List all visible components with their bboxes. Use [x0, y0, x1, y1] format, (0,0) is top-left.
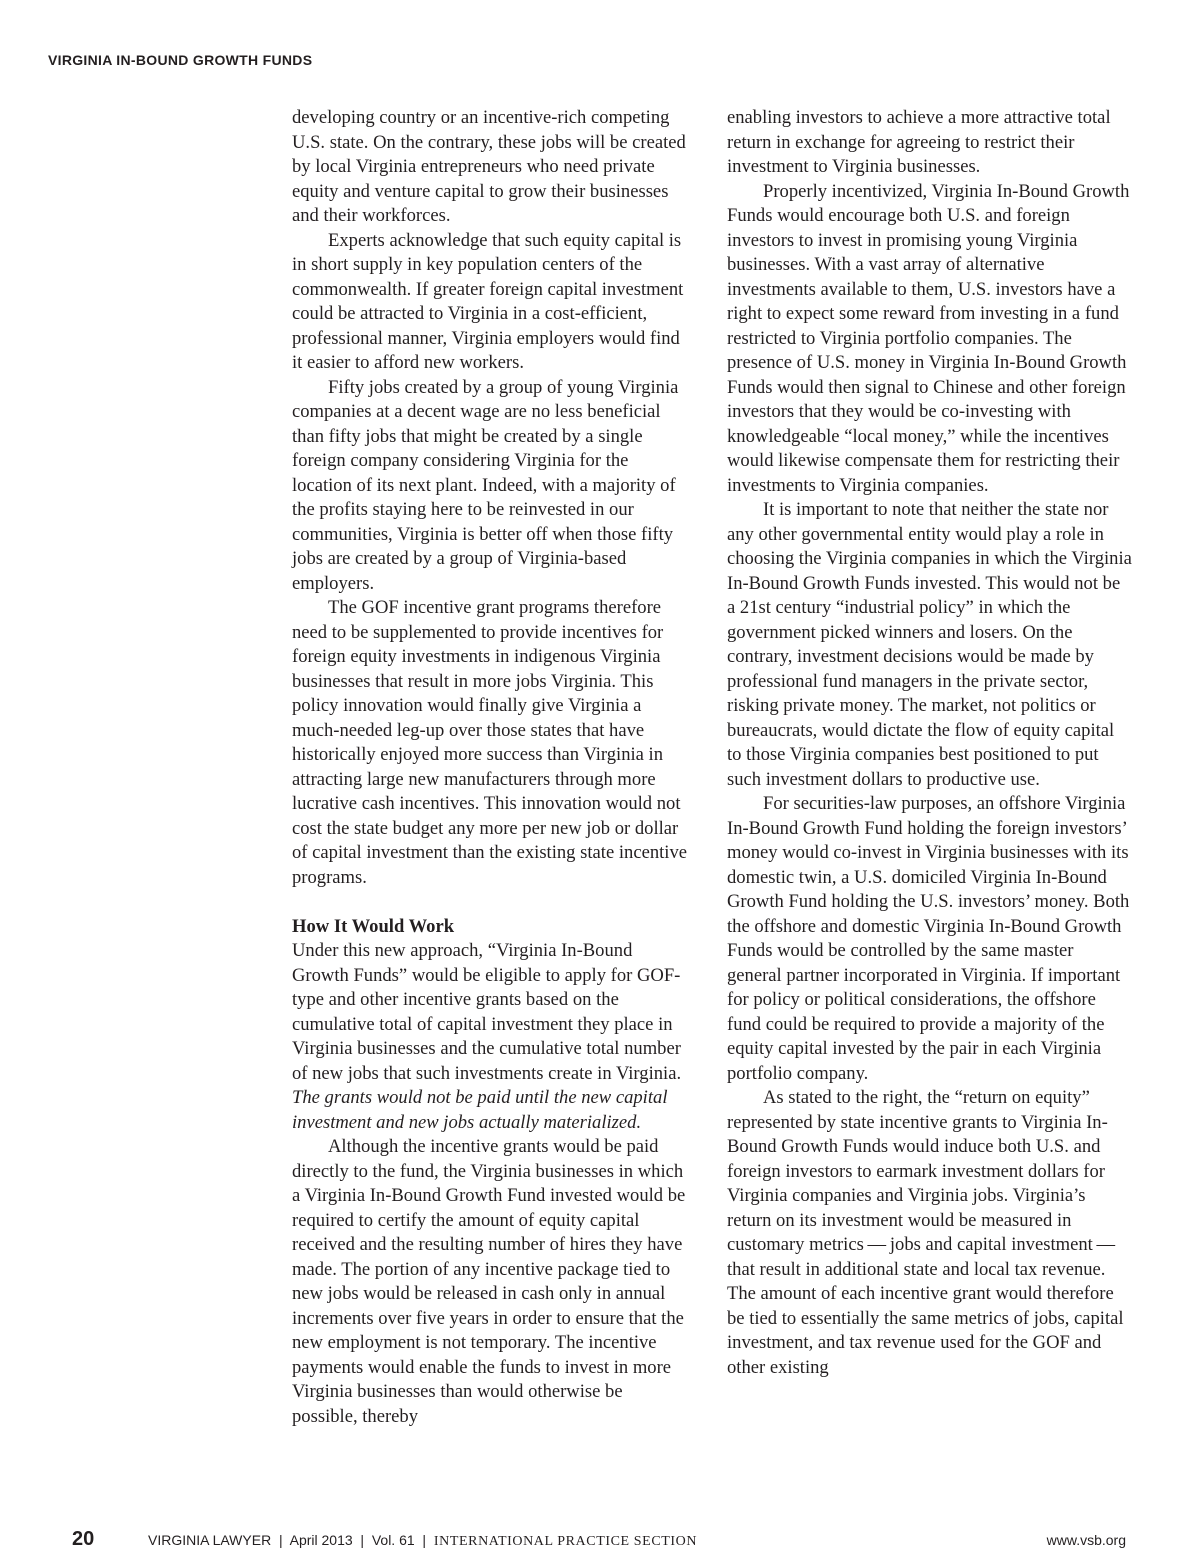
running-head: VIRGINIA IN-BOUND GROWTH FUNDS: [48, 52, 313, 68]
paragraph: For securities-law purposes, an offshore Virginia In-Bound Growth Fund holding the foreign investors’ money would co-invest in Virginia businesses with its domestic twin, a U.S. domiciled Virginia In-Bound Growth Fund holding the U.S. investors’ money. Both the offshore and domestic Virginia In-Bound Growth Funds would be controlled by the same master general partner incorporated in Virginia. If important for policy or political considerations, the offshore fund could be required to provide a majority of the equity capital invested by the pair in each Virginia portfolio company.: [727, 793, 1130, 1084]
website-url: www.vsb.org: [1046, 1532, 1126, 1548]
section-heading: How It Would Work: [292, 915, 455, 937]
left-column: [292, 106, 692, 1429]
page-footer: [0, 1528, 1200, 1552]
paragraph: Although the incentive grants would be paid directly to the fund, the Virginia businesses in which a Virginia In-Bound Growth Fund invested would be required to certify the amount of equity capital received and the resulting number of hires they have made. The portion of any incentive package tied to new jobs would be released in cash only in annual increments over five years in order to ensure that the new employment is not temporary. The incentive payments would enable the funds to invest in more Virginia businesses than would otherwise be possible, thereby: [292, 1136, 686, 1427]
paragraph: Properly incentivized, Virginia In-Bound Growth Funds would encourage both U.S. and foreign investors to invest in promising young Virginia businesses. With a vast array of alternative investments available to them, U.S. investors have a right to expect some reward from investing in a fund restricted to Virginia portfolio companies. The presence of U.S. money in Virginia In-Bound Growth Funds would then signal to Chinese and other foreign investors that they would be co-investing with knowledgeable “local money,” while the incentives would likewise compensate them for restricting their investments to Virginia companies.: [727, 180, 1130, 496]
paragraph: enabling investors to achieve a more attractive total return in exchange for agreeing to restrict their investment to Virginia businesses.: [727, 107, 1111, 177]
right-column: [727, 106, 1132, 1380]
paragraph: It is important to note that neither the state nor any other governmental entity would play a role in choosing the Virginia companies in which the Virginia In-Bound Growth Funds invested. This would not be a 21st century “industrial policy” in which the government picked winners and losers. On the contrary, investment decisions would be made by professional fund managers in the private sector, risking private money. The market, not politics or bureaucrats, would dictate the flow of equity capital to those Virginia companies best positioned to put such investment dollars to productive use.: [727, 499, 1132, 790]
paragraph: Experts acknowledge that such equity capital is in short supply in key population centers of the commonwealth. If greater foreign capital investment could be attracted to Virginia in a cost-efficient, professional manner, Virginia employers would find it easier to afford new workers.: [292, 229, 684, 373]
page-number: 20: [72, 1528, 95, 1550]
paragraph: Fifty jobs created by a group of young Virginia companies at a decent wage are no less beneficial than fifty jobs that might be created by a single foreign company considering Virginia for the location of its next plant. Indeed, with a majority of the profits staying here to be reinvested in our communities, Virginia is better off when those fifty jobs are created by a group of Virginia-based employers.: [292, 376, 679, 594]
paragraph: As stated to the right, the “return on equity” represented by state incentive grants to Virginia In-Bound Growth Funds would induce both U.S. and foreign investors to earmark investment dollars for Virginia companies and Virginia jobs. Virginia’s return on its investment would be measured in customary metrics — jobs and capital investment — that result in additional state and local tax revenue. The amount of each incentive grant would therefore be tied to essentially the same metrics of jobs, capital investment, and tax revenue used for the GOF and other existing: [727, 1087, 1124, 1378]
section-name: INTERNATIONAL PRACTICE SECTION: [433, 1534, 698, 1549]
paragraph-text: Under this new approach, “Virginia In-Bound Growth Funds” would be eligible to apply for GOF-type and other incentive grants based on the cumulative total of capital investment they place in Virginia businesses and the cumulative total number of new jobs that such investments create in Virginia.: [292, 940, 682, 1084]
publication-info: [148, 1532, 697, 1550]
paragraph: The GOF incentive grant programs therefore need to be supplemented to provide incentives for foreign equity investments in indigenous Virginia businesses that result in more jobs Virginia. This policy innovation would finally give Virginia a much-needed leg-up over those states that have historically enjoyed more success than Virginia in attracting large new manufacturers through more lucrative cash incentives. This innovation would not cost the state budget any more per new job or dollar of capital investment than the existing state incentive programs.: [292, 597, 687, 888]
paragraph: developing country or an incentive-rich competing U.S. state. On the contrary, these jobs will be created by local Virginia entrepreneurs who need private equity and venture capital to grow their businesses and their workforces.: [292, 107, 686, 226]
paragraph-italic-text: The grants would not be paid until the new capital investment and new jobs actually materialized.: [292, 1087, 668, 1133]
publication-name: VIRGINIA LAWYER | April 2013 | Vol. 61 |: [148, 1532, 434, 1548]
paragraph: [292, 939, 692, 1135]
